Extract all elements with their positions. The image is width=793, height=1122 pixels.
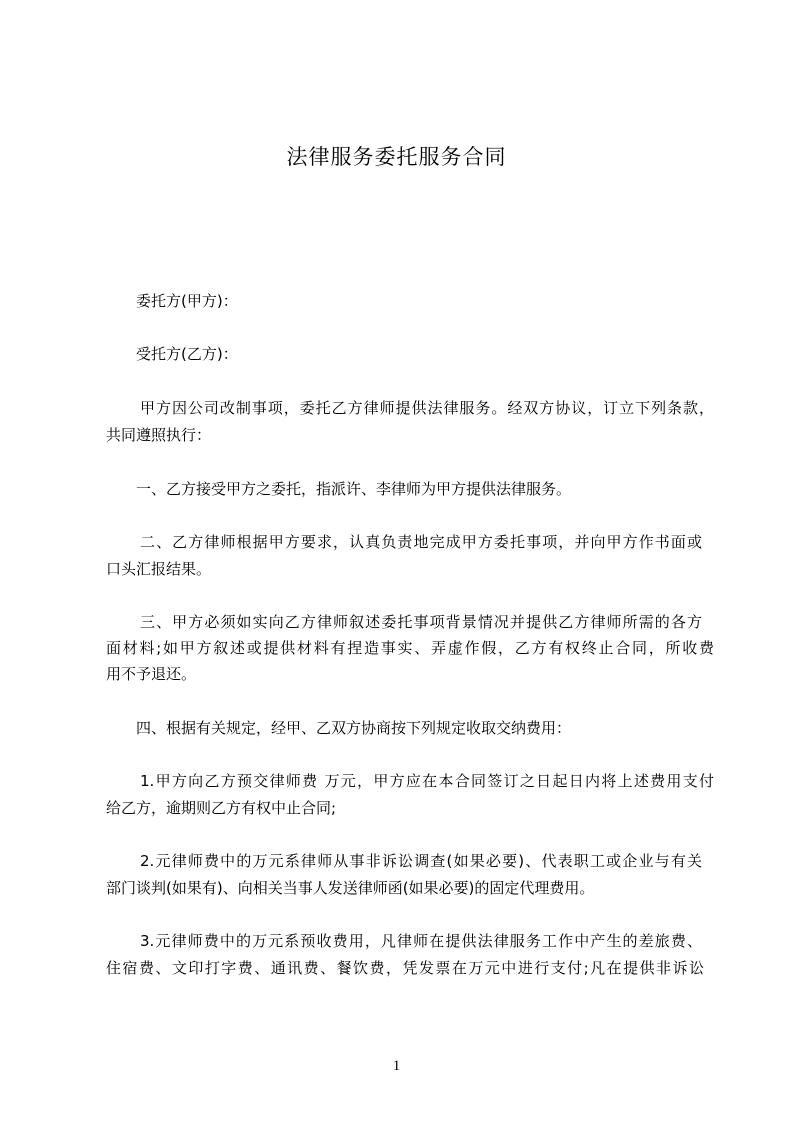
clause-3-line: 面材料;如甲方叙述或提供材料有捏造事实、弄虚作假，乙方有权终止合同，所收费: [106, 639, 714, 657]
fee-item-2-line: 部门谈判(如果有)、向相关当事人发送律师函(如果必要)的固定代理费用。: [106, 879, 595, 897]
fee-item-1-line: 1.甲方向乙方预交律师费 万元，甲方应在本合同签订之日起日内将上述费用支付: [140, 772, 714, 790]
fee-item-3-line: 3.元律师费中的万元系预收费用，凡律师在提供法律服务工作中产生的差旅费、: [140, 932, 702, 950]
party-a-line: 委托方(甲方)：: [136, 292, 238, 310]
fee-item-3-line: 住宿费、文印打字费、通讯费、餐饮费，凭发票在万元中进行支付;凡在提供非诉讼: [106, 959, 704, 977]
clause-2-line: 口头汇报结果。: [106, 560, 212, 578]
clause-3-line: 三、甲方必须如实向乙方律师叙述委托事项背景情况并提供乙方律师所需的各方: [140, 613, 702, 631]
fee-item-1-line: 给乙方，逾期则乙方有权中止合同;: [106, 799, 337, 817]
intro-paragraph-line: 甲方因公司改制事项，委托乙方律师提供法律服务。经双方协议，订立下列条款，: [140, 399, 714, 417]
clause-4-line: 四、根据有关规定，经甲、乙双方协商按下列规定收取交纳费用：: [136, 719, 572, 737]
clause-2-line: 二、乙方律师根据甲方要求，认真负责地完成甲方委托事项，并向甲方作书面或: [140, 533, 702, 551]
clause-1-line: 一、乙方接受甲方之委托，指派许、李律师为甲方提供法律服务。: [136, 480, 572, 498]
document-title: 法律服务委托服务合同: [286, 145, 507, 169]
clause-3-line: 用不予退还。: [106, 665, 197, 683]
fee-item-2-line: 2.元律师费中的万元系律师从事非诉讼调查(如果必要)、代表职工或企业与有关: [140, 852, 702, 870]
page-number: 1: [392, 1058, 401, 1074]
party-b-line: 受托方(乙方)：: [136, 345, 238, 363]
intro-paragraph-line: 共同遵照执行：: [106, 426, 212, 444]
